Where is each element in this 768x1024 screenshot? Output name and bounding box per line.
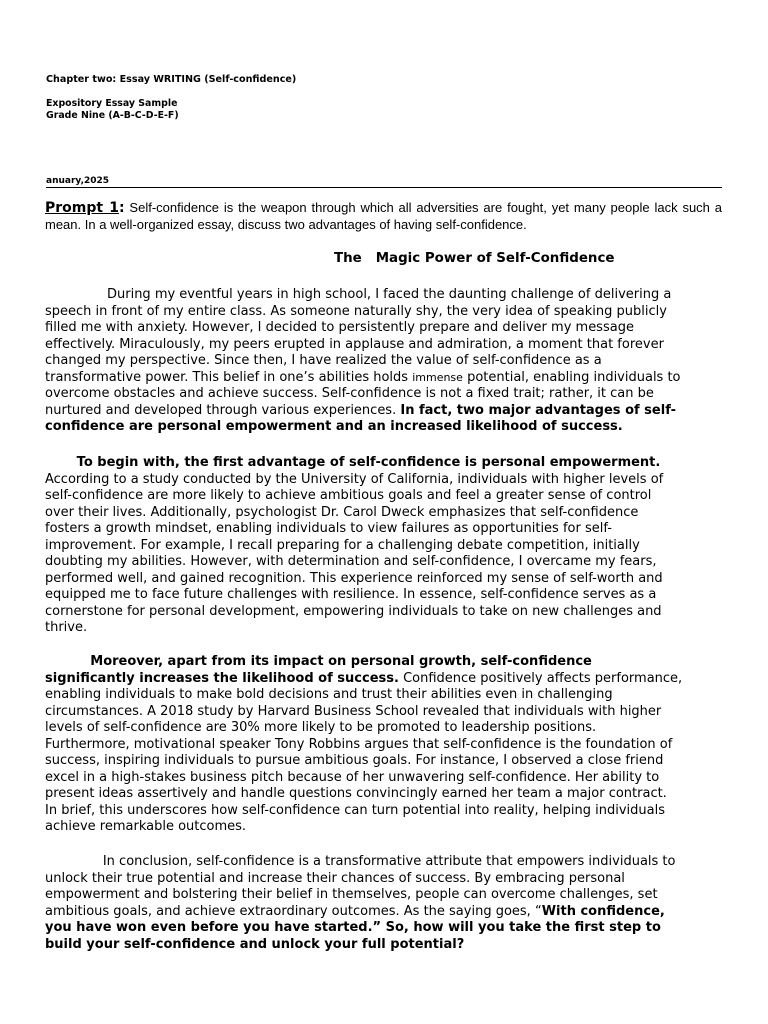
prompt-text: Self-confidence is the weapon through which all adversities are fought, yet many people lack such a mean. In a well-organized essay, discuss two advantages of having self-confidence.	[45, 200, 722, 232]
text-line: potential, enabling individuals to	[462, 369, 681, 385]
text-line: nurtured and developed through various experiences.	[45, 402, 401, 418]
date-label: anuary,2025	[46, 176, 110, 186]
text-line: achieve remarkable outcomes.	[45, 819, 247, 834]
text-line: over their lives. Additionally, psychologist Dr. Carol Dweck emphasizes that self-confidence	[45, 504, 639, 520]
text-line: transformative power. This belief in one’s abilities holds	[45, 369, 413, 385]
text-line: In brief, this underscores how self-confidence can turn potential into reality, helping individuals	[45, 802, 666, 818]
chapter-title: Chapter two: Essay WRITING (Self-confidence)	[46, 74, 297, 85]
prompt-colon: :	[118, 200, 125, 216]
grade-label: Grade Nine (A-B-C-D-E-F)	[46, 110, 179, 121]
topic-sentence: significantly increases the likelihood of success.	[45, 670, 399, 686]
text-line: unlock their true potential and increase their chances of success. By embracing personal	[45, 870, 625, 886]
quote-text: you have won even before you have started.” So, how will you take the first step to	[45, 920, 661, 935]
text-line: performed well, and gained recognition. This experience reinforced my sense of self-worth and	[45, 570, 663, 586]
text-line: According to a study conducted by the University of California, individuals with higher levels of	[45, 471, 664, 487]
text-line: thrive.	[45, 620, 88, 635]
thesis-text: confidence are personal empowerment and an increased likelihood of success.	[45, 419, 623, 434]
text-line: doubting my abilities. However, with determination and self-confidence, I overcame my fears,	[45, 554, 657, 569]
text-line: present ideas assertively and handle questions convincingly earned her team a major contract.	[45, 786, 667, 801]
essay-title: The Magic Power of Self-Confidence	[334, 251, 615, 266]
text-line: empowerment and bolstering their belief in themselves, people can overcome challenges, set	[45, 887, 658, 902]
closing-question: build your self-confidence and unlock your full potential?	[45, 936, 465, 952]
text-line: improvement. For example, I recall preparing for a challenging debate competition, initially	[45, 537, 640, 553]
text-line: enabling individuals to make bold decisions and trust their abilities even in challenging	[45, 687, 613, 702]
text-line: self-confidence are more likely to achieve ambitious goals and feel a greater sense of control	[45, 488, 652, 503]
text-line: Furthermore, motivational speaker Tony Robbins argues that self-confidence is the foundation of	[45, 736, 673, 752]
header-divider	[46, 187, 722, 188]
text-line: filled me with anxiety. However, I decided to persistently prepare and deliver my message	[45, 320, 634, 335]
text-line: excel in a high-stakes business pitch because of her unwavering self-confidence. Her ability to	[45, 769, 660, 785]
text-line: cornerstone for personal development, empowering individuals to take on new challenges and	[45, 603, 662, 619]
prompt-block	[45, 199, 722, 233]
text-line: fosters a growth mindset, enabling individuals to view failures as opportunities for self-	[45, 521, 612, 536]
topic-sentence: Moreover, apart from its impact on personal growth, self-confidence	[45, 654, 592, 669]
small-word: immense	[412, 370, 463, 384]
text-line: success, inspiring individuals to pursue ambitious goals. For instance, I observed a close friend	[45, 753, 664, 768]
thesis-text: In fact, two major advantages of self-	[400, 402, 677, 418]
text-line: speech in front of my entire class. As someone naturally shy, the very idea of speaking publicly	[45, 303, 667, 319]
conclusion-paragraph	[45, 854, 735, 953]
essay-type-label: Expository Essay Sample	[46, 98, 178, 109]
text-line: ambitious goals, and achieve extraordinary outcomes. As the saying goes, “	[45, 903, 542, 919]
topic-sentence: To begin with, the first advantage of self-confidence is personal empowerment.	[45, 455, 661, 470]
quote-text: With confidence,	[541, 903, 665, 919]
intro-paragraph	[45, 287, 735, 436]
text-line: overcome obstacles and achieve success. Self-confidence is not a fixed trait; rather, it can be	[45, 386, 654, 401]
text-line: In conclusion, self-confidence is a transformative attribute that empowers individuals to	[45, 854, 676, 869]
text-line: effectively. Miraculously, my peers erupted in applause and admiration, a moment that forever	[45, 336, 664, 352]
body-paragraph-2	[45, 654, 735, 836]
prompt-label: Prompt 1	[45, 200, 119, 216]
text-line: circumstances. A 2018 study by Harvard Business School revealed that individuals with higher	[45, 703, 662, 719]
text-line: changed my perspective. Since then, I have realized the value of self-confidence as a	[45, 353, 602, 368]
body-paragraph-1	[45, 455, 735, 637]
text-line: During my eventful years in high school, I faced the daunting challenge of delivering a	[45, 287, 672, 302]
text-line: equipped me to face future challenges with resilience. In essence, self-confidence serves as a	[45, 587, 657, 602]
text-line: levels of self-confidence are 30% more likely to be promoted to leadership positions.	[45, 720, 597, 735]
text-line: Confidence positively affects performance,	[398, 670, 683, 686]
